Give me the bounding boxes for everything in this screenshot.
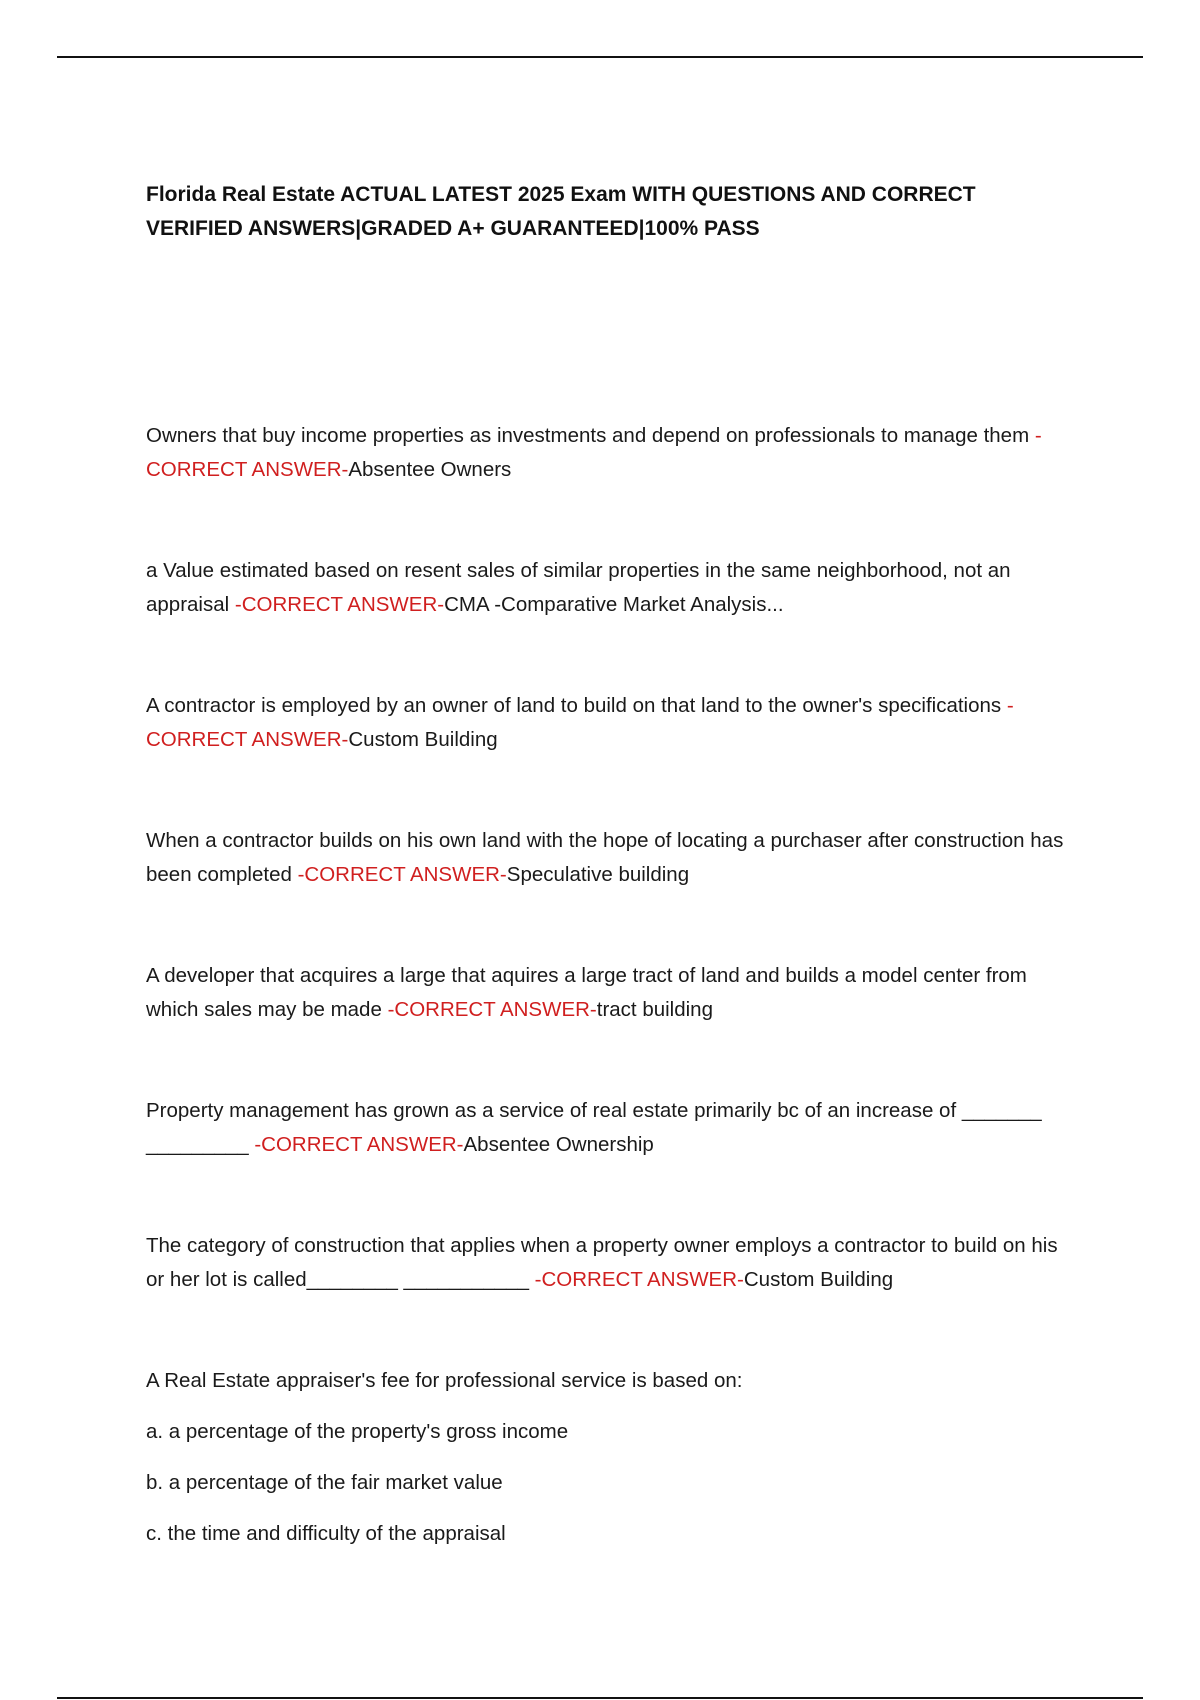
document-body <box>146 178 1066 1551</box>
qa-answer: tract building <box>596 998 713 1021</box>
mcq-option: c. the time and difficulty of the appraisal <box>146 1522 506 1545</box>
document-title: Florida Real Estate ACTUAL LATEST 2025 Exam WITH QUESTIONS AND CORRECT VERIFIED ANSWERS|GRADED A+ GUARANTEED|100% PASS <box>146 183 976 240</box>
mcq-option: b. a percentage of the fair market value <box>146 1471 503 1494</box>
top-rule <box>57 56 1143 58</box>
correct-answer-marker: -CORRECT ANSWER- <box>534 1268 744 1291</box>
bottom-rule <box>57 1697 1143 1699</box>
qa-item <box>146 1229 1066 1297</box>
qa-answer: Custom Building <box>743 1268 894 1291</box>
qa-question: A developer that acquires a large that aquires a large tract of land and builds a model center from which sales may be made <box>146 964 1027 1021</box>
qa-item <box>146 824 1066 892</box>
qa-question: a Value estimated based on resent sales of similar properties in the same neighborhood, not an appraisal <box>146 559 1011 616</box>
correct-answer-marker: -CORRECT ANSWER- <box>146 694 1014 751</box>
qa-answer: Absentee Owners <box>348 458 512 481</box>
qa-question: The category of construction that applies when a property owner employs a contractor to build on his or her lot is called________ ___________ <box>146 1234 1058 1291</box>
correct-answer-marker: -CORRECT ANSWER- <box>234 593 445 616</box>
qa-item <box>146 554 1066 622</box>
correct-answer-marker: -CORRECT ANSWER- <box>387 998 597 1021</box>
correct-answer-marker: -CORRECT ANSWER- <box>297 863 507 886</box>
qa-question: A contractor is employed by an owner of land to build on that land to the owner's specifications <box>146 694 1007 717</box>
qa-question: When a contractor builds on his own land with the hope of locating a purchaser after construction has been completed <box>146 829 1064 886</box>
qa-answer: Custom Building <box>348 728 498 751</box>
qa-list <box>146 419 1066 1551</box>
mcq-option: a. a percentage of the property's gross income <box>146 1420 569 1443</box>
correct-answer-marker: -CORRECT ANSWER- <box>254 1133 464 1156</box>
qa-item <box>146 959 1066 1027</box>
qa-question: Property management has grown as a service of real estate primarily bc of an increase of _______ _________ <box>146 1099 1042 1156</box>
mcq-question: A Real Estate appraiser's fee for professional service is based on: <box>146 1369 743 1392</box>
qa-answer: Speculative building <box>506 863 690 886</box>
qa-item <box>146 689 1066 757</box>
qa-item <box>146 1094 1066 1162</box>
correct-answer-marker: -CORRECT ANSWER- <box>146 424 1042 481</box>
qa-question: Owners that buy income properties as investments and depend on professionals to manage them <box>146 424 1035 447</box>
qa-answer: CMA -Comparative Market Analysis... <box>444 593 784 616</box>
qa-answer: Absentee Ownership <box>463 1133 654 1156</box>
qa-item <box>146 419 1066 487</box>
